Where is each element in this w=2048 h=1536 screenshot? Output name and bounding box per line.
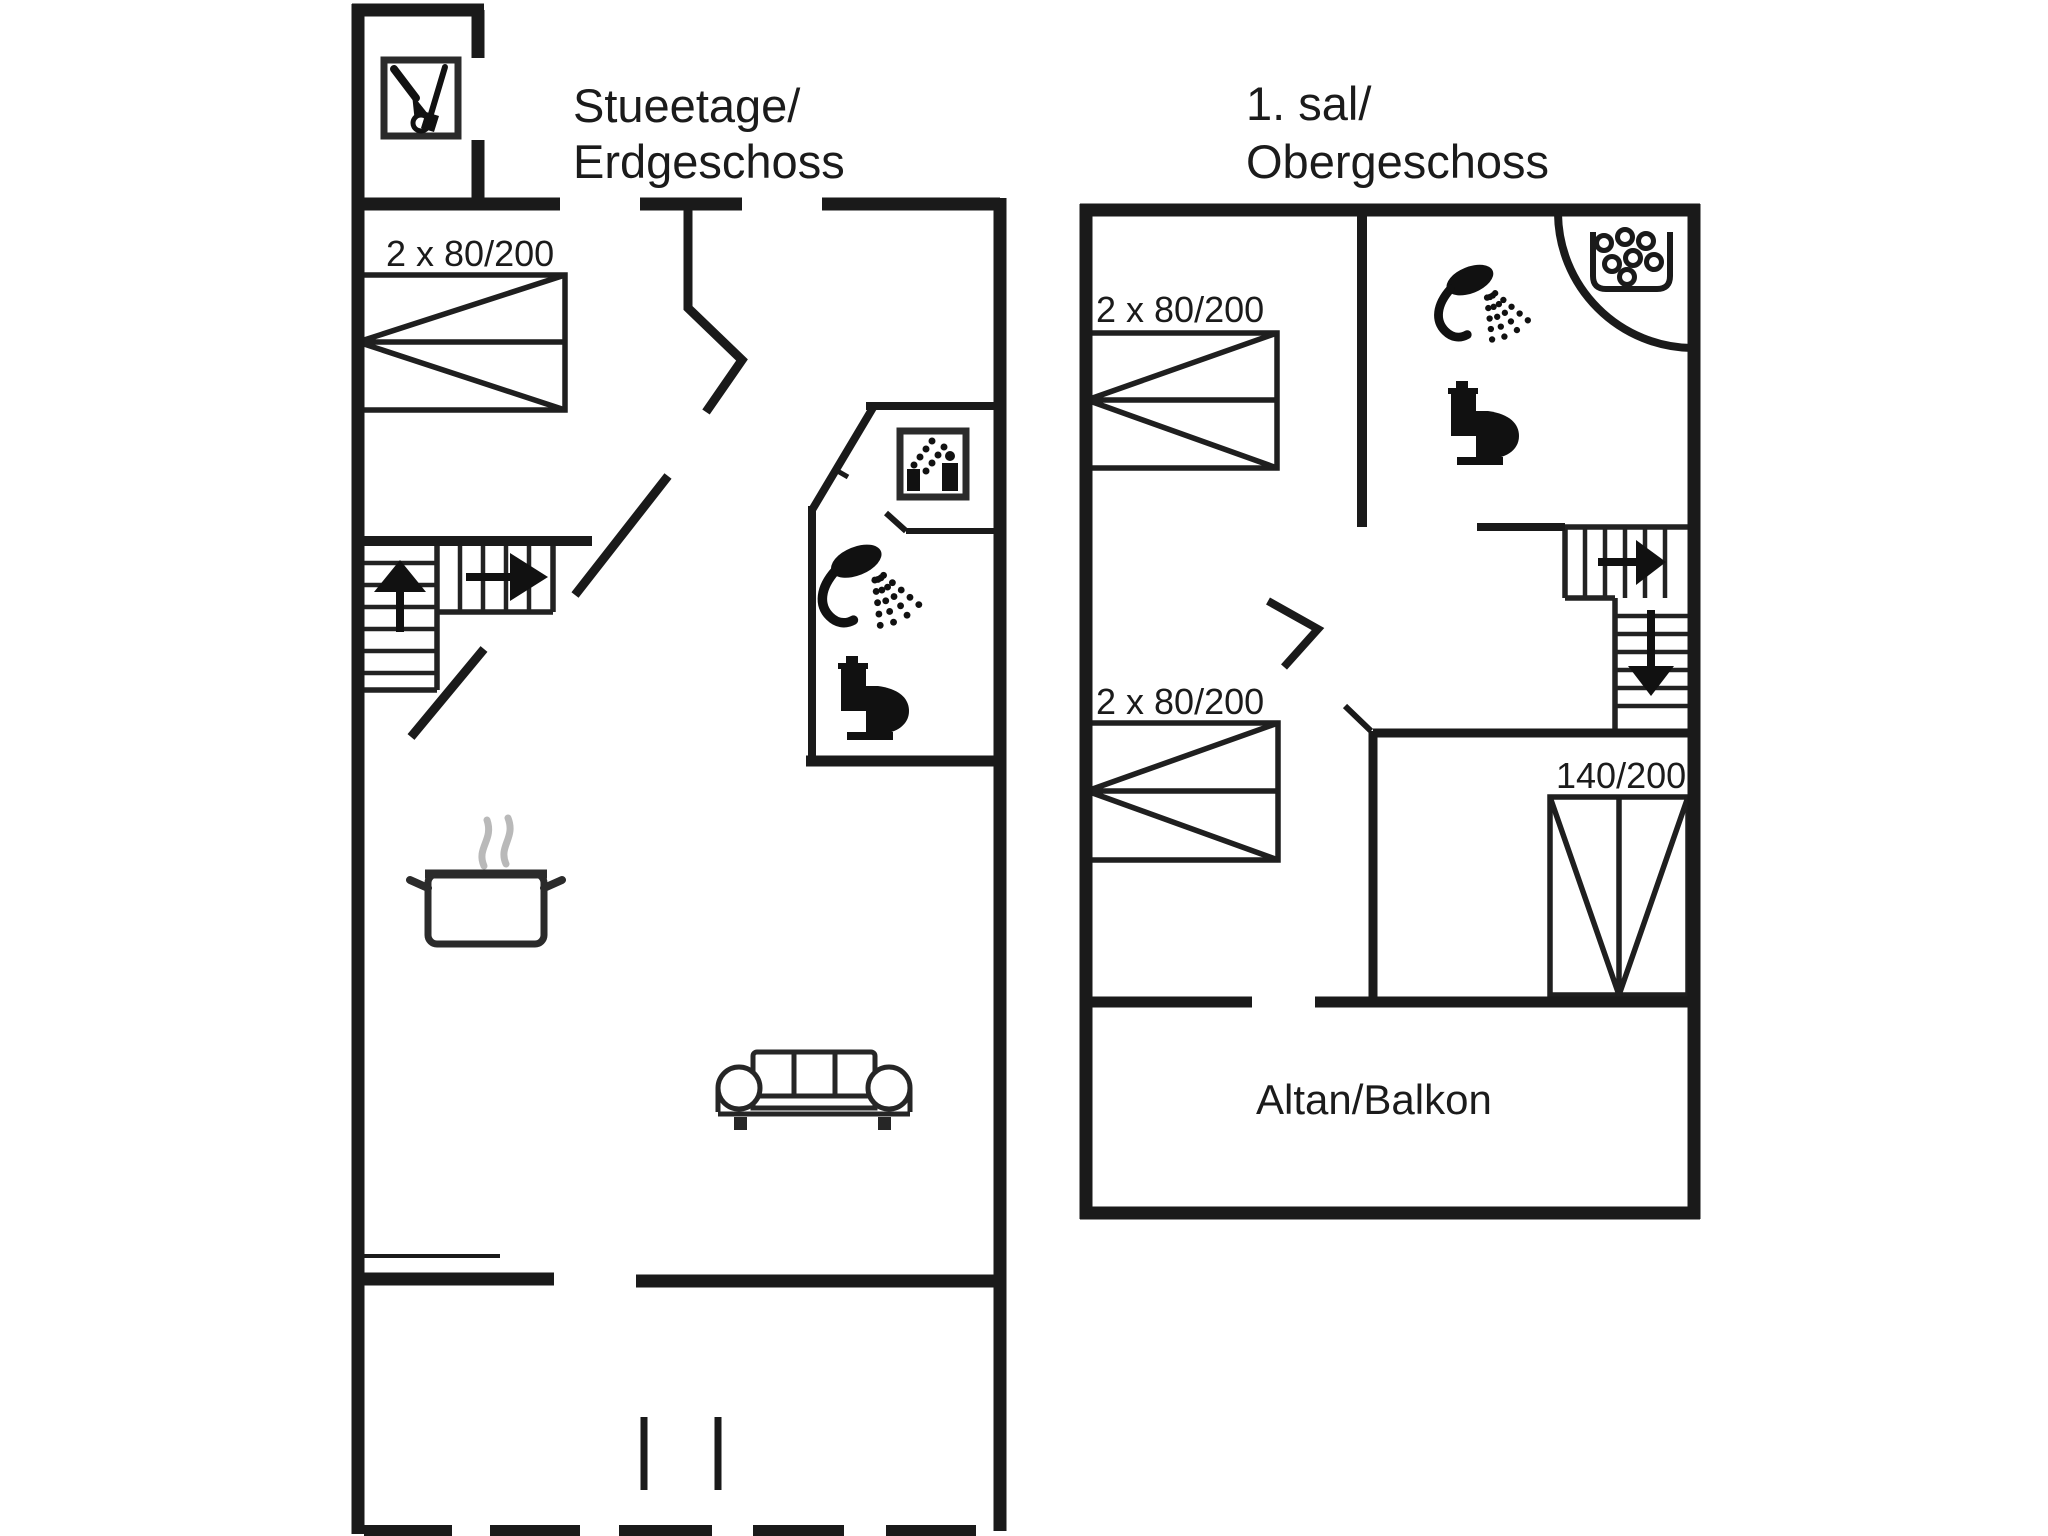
bed-size-label-upper-mid: 2 x 80/200 — [1096, 681, 1265, 722]
cleaning-tools-icon — [384, 60, 458, 136]
upper-floor-title-line2: Obergeschoss — [1246, 135, 1550, 188]
ground-floor-title-line2: Erdgeschoss — [573, 135, 845, 188]
upper-floor-title-line1: 1. sal/ — [1246, 77, 1372, 130]
balcony-label: Altan/Balkon — [1256, 1076, 1492, 1123]
bed-size-label-ground: 2 x 80/200 — [386, 233, 555, 274]
ground-floor-title-line1: Stueetage/ — [573, 79, 801, 132]
bed-size-label-upper-top: 2 x 80/200 — [1096, 289, 1265, 330]
washing-machine-icon — [900, 431, 966, 497]
bed-size-label-140: 140/200 — [1556, 755, 1687, 796]
